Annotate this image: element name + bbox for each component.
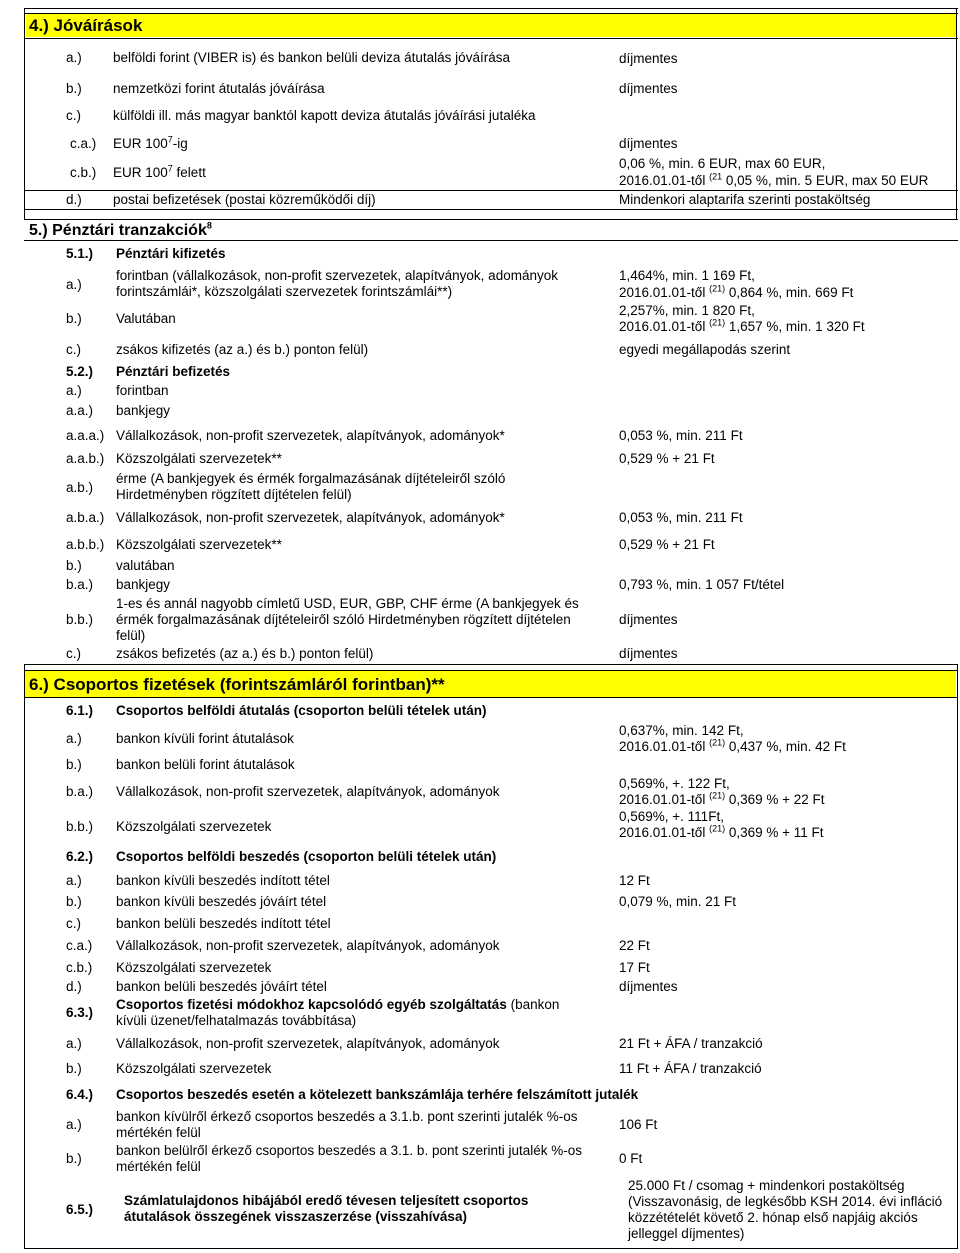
row-label: 6.5.) [66, 1202, 94, 1217]
row-fee: 0,569%, +. 111Ft, [619, 809, 724, 824]
row-fee: Mindenkori alaptarifa szerinti postaköltség [619, 192, 871, 207]
row-heading: Pénztári kifizetés [116, 246, 226, 261]
row-label: a.b.a.) [66, 510, 105, 525]
row-fee: 2016.01.01-től $^{(21)}$ 0,369 % + 11 Ft [619, 823, 824, 840]
row-label: b.b.) [66, 819, 94, 834]
row-description: belföldi forint (VIBER is) és bankon belüli deviza átutalás jóváírása [113, 50, 510, 65]
row-label: b.) [66, 1061, 82, 1076]
row-label: c.b.) [70, 165, 97, 180]
row-label: c.) [66, 646, 81, 661]
row-description: valutában [116, 558, 175, 573]
divider [24, 38, 958, 39]
row-fee: 1,464%, min. 1 169 Ft, [619, 268, 755, 283]
row-label: b.) [66, 757, 82, 772]
row-label: a.a.b.) [66, 451, 105, 466]
divider [24, 697, 958, 698]
row-label: a.) [66, 1036, 82, 1051]
row-fee: 0,053 %, min. 211 Ft [619, 428, 743, 443]
row-description: Vállalkozások, non-profit szervezetek, alapítványok, adományok* [116, 510, 505, 525]
row-fee: 17 Ft [619, 960, 650, 975]
row-fee: 0,079 %, min. 21 Ft [619, 894, 737, 909]
row-label: c.) [66, 916, 81, 931]
row-description: forintban [116, 383, 169, 398]
row-label: b.) [66, 81, 82, 96]
row-fee: 25.000 Ft / csomag + mindenkori postaköltség (Visszavonásig, de legkésőbb KSH 2014. évi infláció közzétételét követő 2. hónap első napjáig akciós jelleggel díjmentes) [628, 1178, 943, 1241]
row-description: bankjegy [116, 403, 171, 418]
row-label: a.b.) [66, 480, 94, 495]
row-fee: 2,257%, min. 1 820 Ft, [619, 303, 755, 318]
row-description: bankon kívülről érkező csoportos beszedés a 3.1.b. pont szerinti jutalék %-os mértékén felül [116, 1109, 578, 1140]
row-label: a.) [66, 873, 82, 888]
row-description: postai befizetések (postai közreműködői díj) [113, 192, 376, 207]
row-fee: díjmentes [619, 646, 678, 661]
row-label: 5.1.) [66, 246, 94, 261]
row-description: bankon belüli forint átutalások [116, 757, 295, 772]
row-label: d.) [66, 192, 82, 207]
row-description: zsákos befizetés (az a.) és b.) ponton felül) [116, 646, 374, 661]
row-fee: díjmentes [619, 979, 678, 994]
row-label: c.a.) [70, 136, 97, 151]
row-label: c.) [66, 108, 81, 123]
row-label: c.) [66, 342, 81, 357]
row-label: a.a.) [66, 403, 94, 418]
row-description: nemzetközi forint átutalás jóváírása [113, 81, 325, 96]
row-description: zsákos kifizetés (az a.) és b.) ponton felül) [116, 342, 369, 357]
row-label: a.) [66, 1117, 82, 1132]
row-fee: 0,053 %, min. 211 Ft [619, 510, 743, 525]
row-fee: 22 Ft [619, 938, 650, 953]
row-description: Közszolgálati szervezetek** [116, 451, 282, 466]
divider [956, 8, 957, 219]
row-label: b.) [66, 311, 82, 326]
row-fee: 12 Ft [619, 873, 650, 888]
row-heading: Pénztári befizetés [116, 364, 231, 379]
row-description: külföldi ill. más magyar banktól kapott deviza átutalás jóváírási jutaléka [113, 108, 536, 123]
row-fee: díjmentes [619, 51, 678, 66]
row-fee: 0,529 % + 21 Ft [619, 537, 715, 552]
row-description: Vállalkozások, non-profit szervezetek, alapítványok, adományok [116, 1036, 500, 1051]
row-description: Vállalkozások, non-profit szervezetek, alapítványok, adományok [116, 784, 500, 799]
row-fee: 2016.01.01-től $^{(21}$ 0,05 %, min. 5 EUR, max 50 EUR [619, 171, 929, 188]
row-description: bankjegy [116, 577, 171, 592]
row-label: 6.1.) [66, 703, 94, 718]
row-label: b.b.) [66, 612, 94, 627]
divider [24, 8, 958, 9]
divider [24, 8, 25, 219]
row-description: bankon kívüli beszedés indított tétel [116, 873, 330, 888]
row-label: a.) [66, 731, 82, 746]
row-label: a.b.b.) [66, 537, 105, 552]
row-label: c.b.) [66, 960, 93, 975]
row-heading: Csoportos beszedés esetén a kötelezett bankszámlája terhére felszámított jutalék [116, 1087, 639, 1102]
row-description: EUR $100^7-ig$ [113, 134, 188, 151]
row-label: 6.4.) [66, 1087, 94, 1102]
row-description: bankon belüli beszedés jóváírt tétel [116, 979, 327, 994]
row-description: EUR $100^7$ felett [113, 163, 206, 180]
row-fee: 0,637%, min. 142 Ft, [619, 723, 744, 738]
row-label: b.) [66, 558, 82, 573]
divider [24, 670, 958, 671]
row-description: Csoportos fizetési módokhoz kapcsolódó egyéb szolgáltatás (bankon kívüli üzenet/felhatalmazás továbbítása) [116, 997, 560, 1028]
divider [24, 190, 958, 191]
row-fee: díjmentes [619, 612, 678, 627]
divider [24, 13, 958, 14]
row-label: b.) [66, 894, 82, 909]
row-heading: Csoportos belföldi átutalás (csoporton belüli tételek után) [116, 703, 487, 718]
row-label: 5.2.) [66, 364, 94, 379]
section-4-title: 4.) Jóváírások [29, 16, 143, 35]
row-fee: 0,793 %, min. 1 057 Ft/tétel [619, 577, 785, 592]
row-description: Közszolgálati szervezetek** [116, 537, 282, 552]
row-fee: 2016.01.01-től $^{(21)}$ 0,437 %, min. 42 Ft [619, 737, 846, 754]
section-5-title: 5.) Pénztári tranzakciók$^8$ [29, 220, 212, 239]
row-label: a.) [66, 50, 82, 65]
row-label: b.) [66, 1151, 82, 1166]
row-label: a.) [66, 277, 82, 292]
row-description: Közszolgálati szervezetek [116, 1061, 272, 1076]
row-fee: díjmentes [619, 81, 678, 96]
row-heading: Csoportos belföldi beszedés (csoporton belüli tételek után) [116, 849, 497, 864]
row-label: a.) [66, 383, 82, 398]
row-label: c.a.) [66, 938, 93, 953]
row-description: bankon kívüli forint átutalások [116, 731, 294, 746]
row-label: b.a.) [66, 784, 94, 799]
section-6-title: 6.) Csoportos fizetések (forintszámláról forintban)** [29, 675, 445, 694]
row-description: Vállalkozások, non-profit szervezetek, alapítványok, adományok [116, 938, 500, 953]
row-fee: 2016.01.01-től $^{(21)}$ 0,369 % + 22 Ft [619, 790, 825, 807]
row-description: Számlatulajdonos hibájából eredő tévesen teljesített csoportos átutalások összegének visszaszerzése (visszahívása) [124, 1193, 529, 1224]
row-description: bankon belüli beszedés indított tétel [116, 916, 331, 931]
row-label: d.) [66, 979, 82, 994]
row-description: Közszolgálati szervezetek [116, 960, 272, 975]
row-fee: 0,569%, +. 122 Ft, [619, 776, 730, 791]
row-fee: egyedi megállapodás szerint [619, 342, 791, 357]
row-description: forintban (vállalkozások, non-profit szervezetek, alapítványok, adományok forintszámlái*, közszolgálati szervezetek forintszámlái**) [116, 268, 558, 299]
row-fee: 21 Ft + ÁFA / tranzakció [619, 1036, 763, 1051]
divider [24, 209, 958, 210]
row-fee: 0,529 % + 21 Ft [619, 451, 715, 466]
row-label: 6.3.) [66, 1005, 94, 1020]
section-4-header-band [26, 14, 957, 37]
divider [24, 219, 958, 220]
row-description: Közszolgálati szervezetek [116, 819, 272, 834]
row-description: bankon belülről érkező csoportos beszedés a 3.1. b. pont szerinti jutalék %-os mértékén felül [116, 1143, 583, 1174]
row-fee: 2016.01.01-től $^{(21)}$ 1,657 %, min. 1 320 Ft [619, 317, 865, 334]
row-description: érme (A bankjegyek és érmék forgalmazásának díjtételeiről szóló Hirdetményben rögzített díjtételen felül) [116, 471, 506, 502]
row-description: Vállalkozások, non-profit szervezetek, alapítványok, adományok* [116, 428, 505, 443]
row-fee: 11 Ft + ÁFA / tranzakció [619, 1061, 762, 1076]
row-label: a.a.a.) [66, 428, 105, 443]
row-description: Valutában [116, 311, 176, 326]
row-fee: díjmentes [619, 136, 678, 151]
row-label: 6.2.) [66, 849, 94, 864]
row-fee: 2016.01.01-től $^{(21)}$ 0,864 %, min. 669 Ft [619, 283, 854, 300]
row-description: 1-es és annál nagyobb címletű USD, EUR, GBP, CHF érme (A bankjegyek és érmék forgalmazásának díjtételeiről szóló Hirdetményben rögzített díjtételen felül) [116, 596, 579, 643]
row-fee: 0,06 %, min. 6 EUR, max 60 EUR, [619, 156, 826, 171]
row-fee: 0 Ft [619, 1151, 643, 1166]
row-description: bankon kívüli beszedés jóváírt tétel [116, 894, 327, 909]
row-label: b.a.) [66, 577, 94, 592]
row-fee: 106 Ft [619, 1117, 658, 1132]
